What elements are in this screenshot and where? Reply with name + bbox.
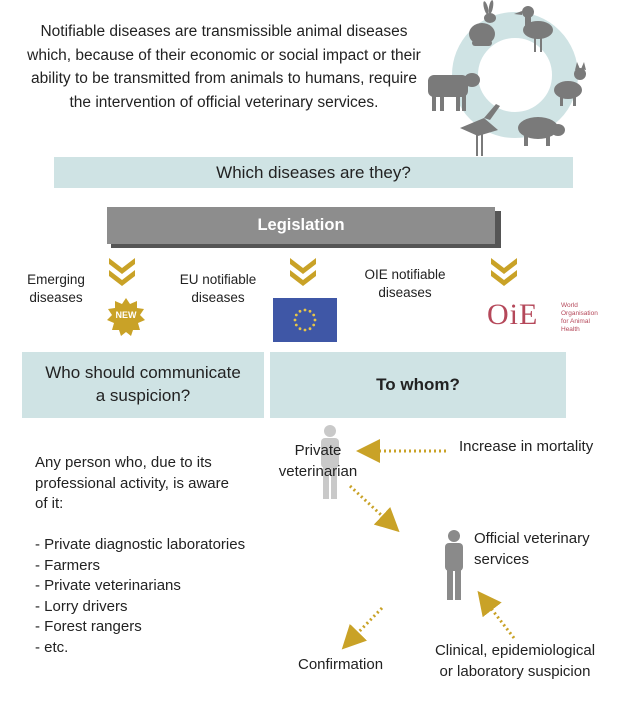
category-eu: EU notifiable diseases	[179, 272, 257, 305]
list-item: - etc.	[35, 638, 69, 656]
category-oie: OIE notifiable diseases	[364, 267, 446, 300]
private-veterinarian-label: Private veterinarian	[278, 442, 358, 480]
list-item: - Forest rangers	[35, 618, 142, 635]
arrow-suspicion-to-official	[483, 598, 514, 638]
who-should-communicate-box: Who should communicate a suspicion?	[22, 352, 264, 418]
any-person-text: Any person who, due to its professional activity, is aware of it:	[35, 454, 229, 512]
category-emerging: Emerging diseases	[27, 272, 85, 305]
increase-mortality-label: Increase in mortality	[459, 438, 594, 455]
oie-caption: World Organisation for Animal Health	[561, 302, 598, 333]
list-item: - Private diagnostic laboratories	[35, 536, 246, 553]
list-item: - Private veterinarians	[35, 577, 181, 594]
arrow-to-confirmation	[348, 608, 382, 643]
legislation-bar: Legislation	[107, 207, 495, 244]
to-whom-box: To whom?	[270, 352, 566, 418]
intro-paragraph: Notifiable diseases are transmissible animal diseases which, because of their economic or social impact or their ability to be transmitted from animals to humans, require the intervention of official veterinary services.	[27, 23, 421, 111]
list-item: - Farmers	[35, 556, 100, 574]
list-item: - Lorry drivers	[35, 597, 128, 615]
official-services-label: Official veterinary services	[474, 530, 590, 568]
which-diseases-bar: Which diseases are they?	[54, 157, 573, 188]
new-badge: NEW	[106, 297, 146, 337]
arrow-vet-to-official	[350, 486, 393, 526]
confirmation-label: Confirmation	[298, 656, 384, 673]
oie-logo: OiE World Organisation for Animal Health	[487, 298, 598, 333]
suspicion-label: Clinical, epidemiological or laboratory suspicion	[434, 642, 596, 680]
